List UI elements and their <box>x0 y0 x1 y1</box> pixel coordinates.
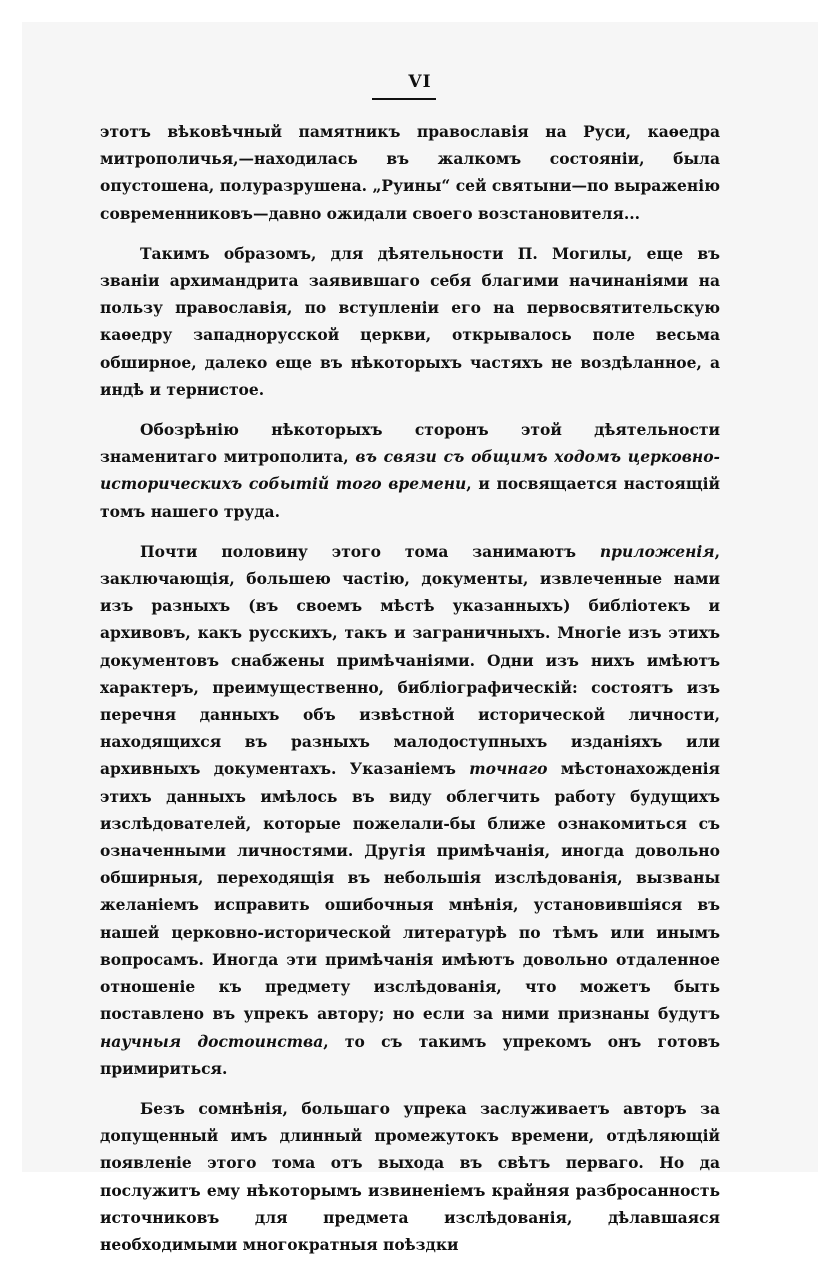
page-number: VI <box>408 72 432 92</box>
paragraph-1 <box>100 118 720 227</box>
paragraph-text: Безъ сомнѣнія, большаго упрека заслуживаетъ авторъ за допущенный имъ длинный промежутокъ времени, отдѣляющій появленіе этого тома отъ выхода въ свѣтъ перваго. Но да послужитъ ему нѣкоторымъ извиненіемъ крайняя разбросанность источниковъ для предмета изслѣдованія, дѣлавшаяся необходимыми многократныя поѣздки <box>100 1098 720 1254</box>
paragraph-text: Почти половину этого тома занимаютъ <box>140 541 600 561</box>
paragraph-text: этотъ вѣковѣчный памятникъ православія на Руси, каѳедра митрополичья,—находилась въ жалкомъ состояніи, была опустошена, полуразрушена. „Руины“ сей святыни—по выраженію современниковъ—давно ожидали своего возстановителя... <box>100 122 720 223</box>
paragraph-4 <box>100 538 720 1082</box>
paragraph-3 <box>100 416 720 525</box>
body-text <box>100 118 720 1271</box>
italic-phrase: въ связи съ общимъ ходомъ церковно-историческихъ событій того времени <box>100 447 720 494</box>
paragraph-2 <box>100 240 720 403</box>
page-number-rule <box>372 98 436 100</box>
italic-phrase: приложенія <box>599 541 715 561</box>
italic-phrase: научныя достоинства <box>100 1031 324 1051</box>
paragraph-text: Обозрѣнію нѣкоторыхъ сторонъ этой дѣятельности знаменитаго митрополита, <box>100 420 720 467</box>
paragraph-text: , и посвящается настоящій томъ нашего труда. <box>100 474 720 521</box>
paragraph-text: , то съ такимъ упрекомъ онъ готовъ примириться. <box>100 1031 720 1078</box>
paragraph-text: мѣстонахожденія этихъ данныхъ имѣлось въ виду облегчить работу будущихъ изслѣдователей, которые пожелали-бы ближе ознакомиться съ означенными личностями. Другія примѣчанія, иногда довольно обширныя, переходящія въ небольшія изслѣдованія, вызваны желаніемъ исправить ошибочныя мнѣнія, установившіяся въ нашей церковно-исторической литературѣ по тѣмъ или инымъ вопросамъ. Иногда эти примѣчанія имѣютъ довольно отдаленное отношеніе къ предмету изслѣдованія, что можетъ быть поставлено въ упрекъ автору; но если за ними признаны будутъ <box>100 759 720 1024</box>
paragraph-text: , заключающія, большею частію, документы, извлеченные нами изъ разныхъ (въ своемъ мѣстѣ указанныхъ) библіотекъ и архивовъ, какъ русскихъ, такъ и заграничныхъ. Многіе изъ этихъ документовъ снабжены примѣчаніями. Одни изъ нихъ имѣютъ характеръ, преимущественно, библіографическій: состоятъ изъ перечня данныхъ объ извѣстной исторической личности, находящихся въ разныхъ малодоступныхъ изданіяхъ или архивныхъ документахъ. Указаніемъ <box>100 541 720 779</box>
italic-phrase: точнаго <box>469 759 548 779</box>
paragraph-5 <box>100 1095 720 1258</box>
paragraph-text: Такимъ образомъ, для дѣятельности П. Могилы, еще въ званіи архимандрита заявившаго себя благими начинаніями на пользу православія, по вступленіи его на первосвятительскую каѳедру западнорусской церкви, открывалось поле весьма обширное, далеко еще въ нѣкоторыхъ частяхъ не воздѣланное, а индѣ и тернистое. <box>100 243 720 399</box>
